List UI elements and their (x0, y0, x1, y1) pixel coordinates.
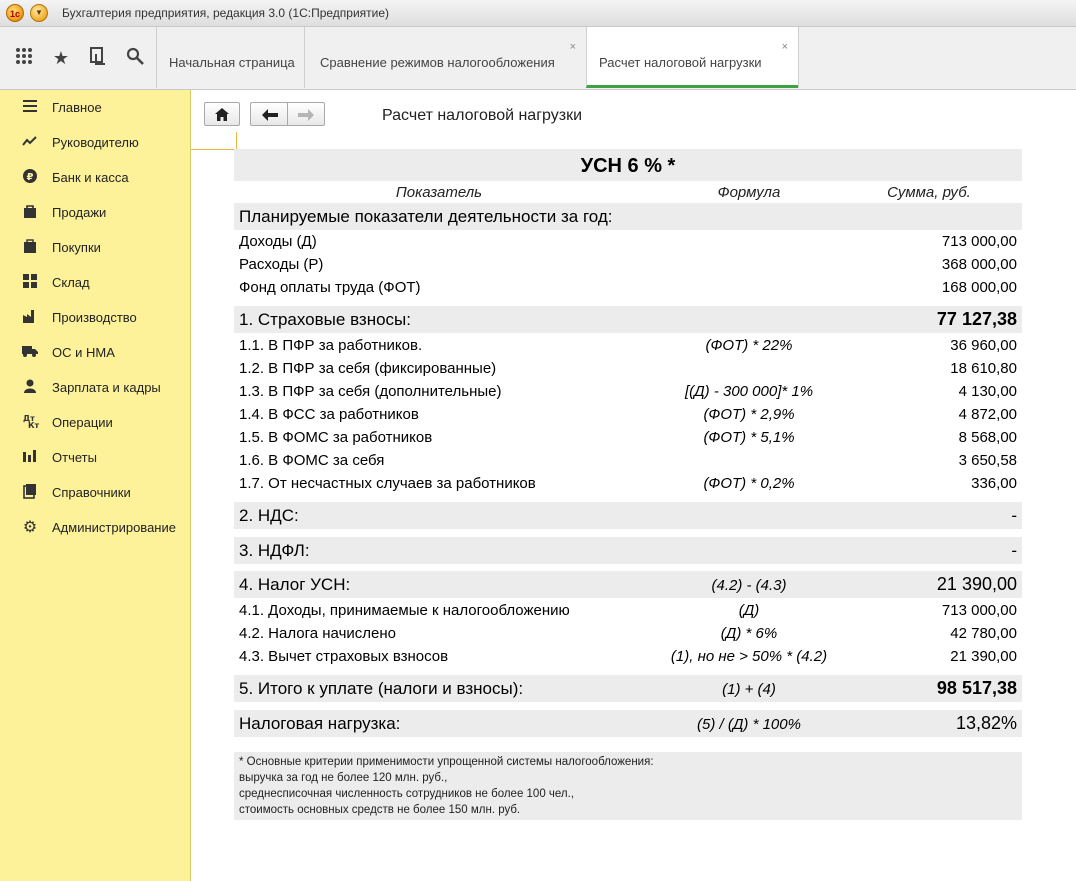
tab-close-icon[interactable]: × (569, 41, 576, 53)
operations-icon (21, 414, 39, 432)
sidebar-item-label: Покупки (52, 240, 101, 255)
section-formula: (4.2) - (4.3) (711, 577, 787, 594)
sidebar-item-directories[interactable] (0, 480, 190, 508)
section-formula: (1) + (4) (722, 681, 776, 698)
tab-tax-burden-calc[interactable] (586, 27, 798, 88)
row-label: 1.5. В ФОМС за работников (239, 429, 433, 446)
sidebar-item-sales[interactable] (0, 200, 190, 228)
row-formula: (1), но не > 50% * (4.2) (670, 648, 828, 665)
ruble-coin-icon (21, 169, 39, 187)
usn-tax-section-row (234, 571, 1022, 598)
row-sum: 21 390,00 (950, 648, 1017, 665)
sidebar-item-label: Склад (52, 275, 90, 290)
section-sum: 21 390,00 (936, 574, 1017, 594)
warehouse-icon (21, 274, 39, 292)
section-title: 5. Итого к уплате (налоги и взносы): (239, 679, 524, 698)
row-sum: 42 780,00 (950, 625, 1017, 642)
planned-section-row (234, 203, 1022, 230)
total-section-row (234, 675, 1022, 702)
window-title: Бухгалтерия предприятия, редакция 3.0 (1С:Предприятие) (62, 6, 390, 20)
row-sum: 336,00 (971, 475, 1017, 492)
row-label: Фонд оплаты труда (ФОТ) (239, 279, 421, 296)
sidebar-item-label: Банк и касса (52, 170, 129, 185)
report-title: УСН 6 % * (580, 155, 676, 177)
sidebar-item-bank-cash[interactable] (0, 165, 190, 193)
section-title: Планируемые показатели деятельности за год: (239, 207, 613, 226)
truck-icon (21, 344, 39, 362)
sidebar-item-administration[interactable] (0, 515, 190, 543)
column-header-row (234, 181, 1022, 203)
row-formula: (ФОТ) * 2,9% (703, 406, 795, 423)
app-logo-icon[interactable]: 1c (6, 4, 24, 22)
tab-strip (0, 27, 1076, 90)
tab-home-page[interactable] (156, 27, 304, 88)
vat-section-row (234, 502, 1022, 529)
insurance-section-row (234, 306, 1022, 333)
all-functions-grid-icon[interactable] (12, 46, 36, 70)
books-icon (21, 484, 39, 502)
row-label: 4.2. Налога начислено (239, 625, 396, 642)
row-label: 4.3. Вычет страховых взносов (239, 648, 449, 665)
sidebar-item-salary-hr[interactable] (0, 375, 190, 403)
section-title: Налоговая нагрузка: (239, 714, 401, 733)
history-icon[interactable] (86, 46, 110, 70)
row-formula: (ФОТ) * 22% (705, 337, 793, 354)
table-row (234, 599, 1022, 622)
shopping-bag-icon (21, 204, 39, 222)
section-formula: (5) / (Д) * 100% (697, 716, 801, 733)
row-formula: (ФОТ) * 0,2% (703, 475, 795, 492)
forward-button[interactable] (287, 102, 325, 126)
row-sum: 168 000,00 (941, 279, 1017, 296)
row-sum: 3 650,58 (958, 452, 1017, 469)
svg-text:Дт: Дт (23, 414, 35, 423)
column-header-sum: Сумма, руб. (887, 184, 971, 201)
sidebar-item-fixed-assets[interactable] (0, 340, 190, 368)
row-sum: 713 000,00 (941, 602, 1017, 619)
row-formula: (Д) * 6% (720, 625, 778, 642)
footnote-line: среднесписочная численность сотрудников не более 100 чел., (239, 788, 575, 800)
person-icon (21, 379, 39, 397)
section-sum: 98 517,38 (936, 678, 1017, 698)
row-formula: (ФОТ) * 5,1% (703, 429, 795, 446)
table-row (234, 334, 1022, 357)
footnote-line: стоимость основных средств не более 150 млн. руб. (239, 804, 521, 816)
sidebar-item-production[interactable] (0, 305, 190, 333)
favorites-star-icon[interactable]: ★ (52, 48, 70, 68)
table-row (234, 449, 1022, 472)
menu-lines-icon (21, 99, 39, 117)
sidebar-item-label: Зарплата и кадры (52, 380, 161, 395)
sidebar-item-director[interactable] (0, 130, 190, 158)
table-row (234, 230, 1022, 253)
tab-label: Расчет налоговой нагрузки (599, 55, 762, 70)
row-formula: (Д) (738, 602, 760, 619)
table-row (234, 357, 1022, 380)
sidebar-item-operations[interactable] (0, 410, 190, 438)
row-sum: 18 610,80 (950, 360, 1017, 377)
sidebar-item-warehouse[interactable] (0, 270, 190, 298)
row-sum: 8 568,00 (958, 429, 1017, 446)
arrow-left-icon (262, 109, 278, 121)
gear-icon: ⚙ (22, 519, 38, 536)
tab-tax-modes-comparison[interactable] (304, 27, 586, 88)
row-label: 4.1. Доходы, принимаемые к налогообложению (239, 602, 570, 619)
focus-marker (191, 132, 237, 150)
svg-text:₽: ₽ (26, 172, 34, 183)
row-sum: 4 130,00 (958, 383, 1017, 400)
row-label: 1.4. В ФСС за работников (239, 406, 419, 423)
row-label: 1.7. От несчастных случаев за работников (239, 475, 536, 492)
page-title: Расчет налоговой нагрузки (382, 107, 583, 124)
search-icon[interactable] (123, 46, 147, 70)
row-sum: 4 872,00 (958, 406, 1017, 423)
row-label: 1.6. В ФОМС за себя (239, 452, 385, 469)
arrow-right-icon (298, 109, 314, 121)
sidebar-item-label: Операции (52, 415, 113, 430)
row-label: 1.1. В ПФР за работников. (239, 337, 423, 354)
row-label: 1.2. В ПФР за себя (фиксированные) (239, 360, 497, 377)
factory-icon (21, 309, 39, 327)
section-title: 4. Налог УСН: (239, 575, 351, 594)
ndfl-section-row (234, 537, 1022, 564)
tax-burden-row (234, 710, 1022, 737)
section-sum: 77 127,38 (936, 309, 1017, 329)
sidebar-item-label: Главное (52, 100, 102, 115)
table-row (234, 426, 1022, 449)
table-row (234, 276, 1022, 299)
trend-chart-icon (21, 134, 39, 152)
sidebar-item-main[interactable] (0, 95, 190, 123)
table-row (234, 622, 1022, 645)
section-sum: - (1011, 541, 1017, 560)
table-row (234, 645, 1022, 668)
footnote-line: * Основные критерии применимости упрощенной системы налогообложения: (239, 756, 654, 768)
home-button[interactable] (204, 102, 240, 126)
sidebar-item-purchases[interactable] (0, 235, 190, 263)
tab-close-icon[interactable]: × (781, 41, 788, 53)
table-row (234, 403, 1022, 426)
section-title: 1. Страховые взносы: (239, 310, 411, 329)
tab-label: Начальная страница (169, 55, 295, 70)
row-sum: 36 960,00 (950, 337, 1017, 354)
sidebar (0, 90, 191, 881)
row-sum: 713 000,00 (941, 233, 1017, 250)
row-sum: 368 000,00 (941, 256, 1017, 273)
section-title: 2. НДС: (239, 506, 299, 525)
row-formula: [(Д) - 300 000]* 1% (684, 383, 814, 400)
svg-text:Кт: Кт (28, 421, 40, 430)
bar-chart-icon (21, 449, 39, 467)
sidebar-item-label: Производство (52, 310, 137, 325)
title-bar (0, 0, 1076, 27)
section-sum: - (1011, 506, 1017, 525)
back-button[interactable] (250, 102, 288, 126)
footnote-line: выручка за год не более 120 млн. руб., (239, 772, 448, 784)
sidebar-item-label: Администрирование (52, 520, 176, 535)
sidebar-item-label: Отчеты (52, 450, 97, 465)
sidebar-item-reports[interactable] (0, 445, 190, 473)
row-label: 1.3. В ПФР за себя (дополнительные) (239, 383, 502, 400)
section-sum: 13,82% (955, 713, 1017, 733)
sidebar-item-label: Справочники (52, 485, 131, 500)
table-row (234, 380, 1022, 403)
home-icon (215, 108, 229, 121)
tab-divider (798, 27, 799, 88)
main-menu-chevron-icon[interactable]: ▼ (30, 4, 48, 22)
column-header-formula: Формула (717, 184, 781, 201)
table-row (234, 472, 1022, 495)
section-title: 3. НДФЛ: (239, 541, 310, 560)
row-label: Расходы (Р) (239, 256, 324, 273)
footnote (234, 752, 1022, 820)
report-title-row (234, 149, 1022, 181)
shopping-basket-icon (21, 239, 39, 257)
sidebar-item-label: Руководителю (52, 135, 139, 150)
sidebar-item-label: ОС и НМА (52, 345, 115, 360)
table-row (234, 253, 1022, 276)
sidebar-item-label: Продажи (52, 205, 107, 220)
column-header-indicator: Показатель (395, 184, 483, 201)
row-label: Доходы (Д) (239, 233, 317, 250)
tab-label: Сравнение режимов налогообложения (320, 55, 555, 70)
